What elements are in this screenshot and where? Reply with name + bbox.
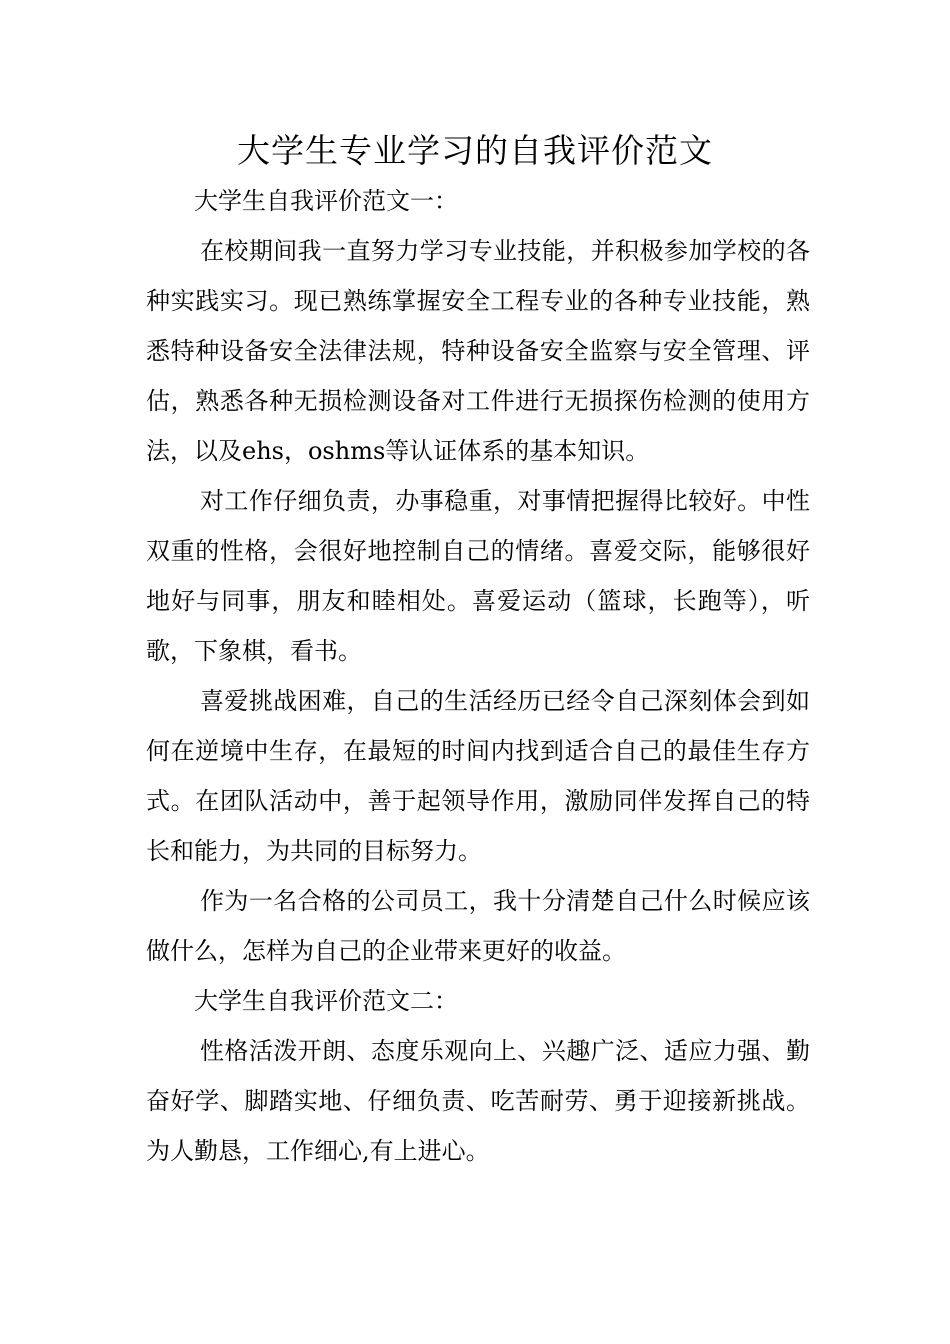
paragraph-3: 喜爱挑战困难，自己的生活经历已经令自己深刻体会到如何在逆境中生存，在最短的时间内找到适合自己的最佳生存方式。在团队活动中，善于起领导作用，激励同伴发挥自己的特长和能力，为共同的目标努力。	[146, 687, 810, 865]
section-heading-1: 大学生自我评价范文一：	[194, 187, 458, 215]
paragraph-1: 在校期间我一直努力学习专业技能，并积极参加学校的各种实践实习。现已熟练掌握安全工程专业的各种专业技能，熟悉特种设备安全法律法规，特种设备安全监察与安全管理、评估，熟悉各种无损检测设备对工件进行无损探伤检测的使用方法，以及ehs，oshms等认证体系的基本知识。	[146, 237, 810, 465]
document-title: 大学生专业学习的自我评价范文	[237, 131, 713, 170]
document-body	[146, 176, 810, 1176]
paragraph-4: 作为一名合格的公司员工，我十分清楚自己什么时候应该做什么，怎样为自己的企业带来更好的收益。	[146, 887, 810, 965]
section-heading-2: 大学生自我评价范文二：	[194, 987, 458, 1015]
paragraph-5: 性格活泼开朗、态度乐观向上、兴趣广泛、适应力强、勤奋好学、脚踏实地、仔细负责、吃苦耐劳、勇于迎接新挑战。为人勤恳，工作细心,有上进心。	[146, 1037, 810, 1165]
paragraph-2: 对工作仔细负责，办事稳重，对事情把握得比较好。中性双重的性格，会很好地控制自己的情绪。喜爱交际，能够很好地好与同事，朋友和睦相处。喜爱运动（篮球，长跑等），听歌，下象棋，看书。	[146, 487, 810, 665]
